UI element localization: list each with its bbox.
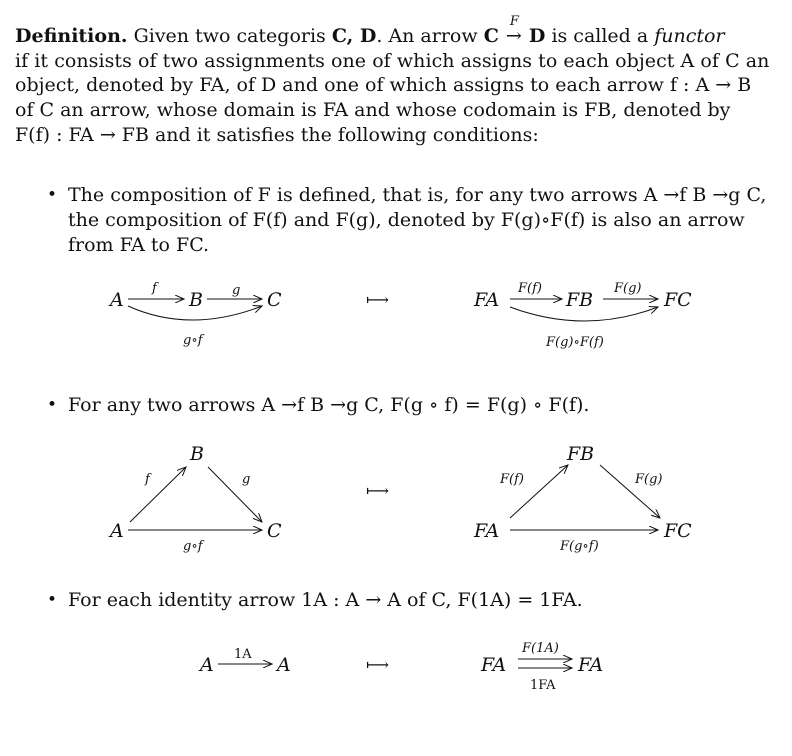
diagram3-node-A-target: A — [277, 654, 291, 676]
condition-3-line-1: For each identity arrow 1A : A → A of C, F(1A) = 1FA. — [68, 589, 583, 611]
definition-heading: Definition. — [15, 25, 128, 47]
diagram1-node-B: B — [189, 289, 203, 311]
diagram1-node-FC: FC — [664, 289, 692, 311]
functor-arrow: F → — [505, 14, 522, 47]
diagram1-maps-to: ⟼ — [366, 290, 389, 309]
condition-2-line-1: For any two arrows A →f B →g C, F(g ∘ f) = F(g) ∘ F(f). — [68, 394, 590, 416]
diagram1-label-gof: g∘f — [183, 333, 203, 348]
condition-1-line-2: the composition of F(f) and F(g), denoted by F(g)∘F(f) is also an arrow — [68, 209, 745, 231]
diagram2-node-FB: FB — [567, 443, 595, 465]
definition-line-5: F(f) : FA → FB and it satisfies the following conditions: — [15, 124, 539, 146]
bullet-3: • — [47, 590, 58, 610]
diagram3-label-id: 1A — [234, 647, 252, 662]
diagram2-label-Fgof: F(g∘f) — [560, 539, 599, 554]
diagram1-node-C: C — [267, 289, 282, 311]
bullet-1: • — [47, 185, 58, 205]
bullet-2: • — [47, 395, 58, 415]
diagram1-label-FgoFf: F(g)∘F(f) — [546, 335, 604, 350]
diagram3-node-A-source: A — [200, 654, 214, 676]
diagram1-node-A: A — [110, 289, 124, 311]
diagram2-node-A: A — [110, 520, 124, 542]
diagram2-label-Ff: F(f) — [500, 472, 524, 487]
diagram3-label-1FA: 1FA — [530, 678, 556, 693]
diagram3-node-FA-source: FA — [481, 654, 507, 676]
definition-line-2: if it consists of two assignments one of which assigns to each object A of C an — [15, 50, 770, 72]
diagram3-maps-to: ⟼ — [366, 655, 389, 674]
diagram2-label-g: g — [242, 472, 251, 487]
diagram1-label-Fg: F(g) — [614, 281, 642, 296]
diagram1-label-f: f — [152, 281, 157, 296]
diagram1-node-FB: FB — [566, 289, 594, 311]
diagram1-label-Ff: F(f) — [518, 281, 542, 296]
diagram3-label-F1A: F(1A) — [522, 641, 559, 656]
diagram2-maps-to: ⟼ — [366, 481, 389, 500]
diagram2-node-B: B — [190, 443, 204, 465]
definition-line-3: object, denoted by FA, of D and one of which assigns to each arrow f : A → B — [15, 74, 752, 96]
diagram2-label-f: f — [145, 472, 150, 487]
diagram2-node-FA: FA — [474, 520, 500, 542]
diagram1-node-FA: FA — [474, 289, 500, 311]
definition-line-1: Definition. Given two categoris C, D. An arrow C F → D is called a functor — [15, 14, 725, 47]
condition-1-line-1: The composition of F is defined, that is, for any two arrows A →f B →g C, — [68, 184, 767, 206]
definition-line-4: of C an arrow, whose domain is FA and whose codomain is FB, denoted by — [15, 99, 731, 121]
diagram3-node-FA-target: FA — [578, 654, 604, 676]
diagram2-node-C: C — [267, 520, 282, 542]
condition-1-line-3: from FA to FC. — [68, 234, 210, 256]
diagram1-label-g: g — [232, 283, 241, 298]
diagram2-label-gof: g∘f — [183, 539, 203, 554]
diagram2-node-FC: FC — [664, 520, 692, 542]
diagram2-label-Fg: F(g) — [635, 472, 663, 487]
